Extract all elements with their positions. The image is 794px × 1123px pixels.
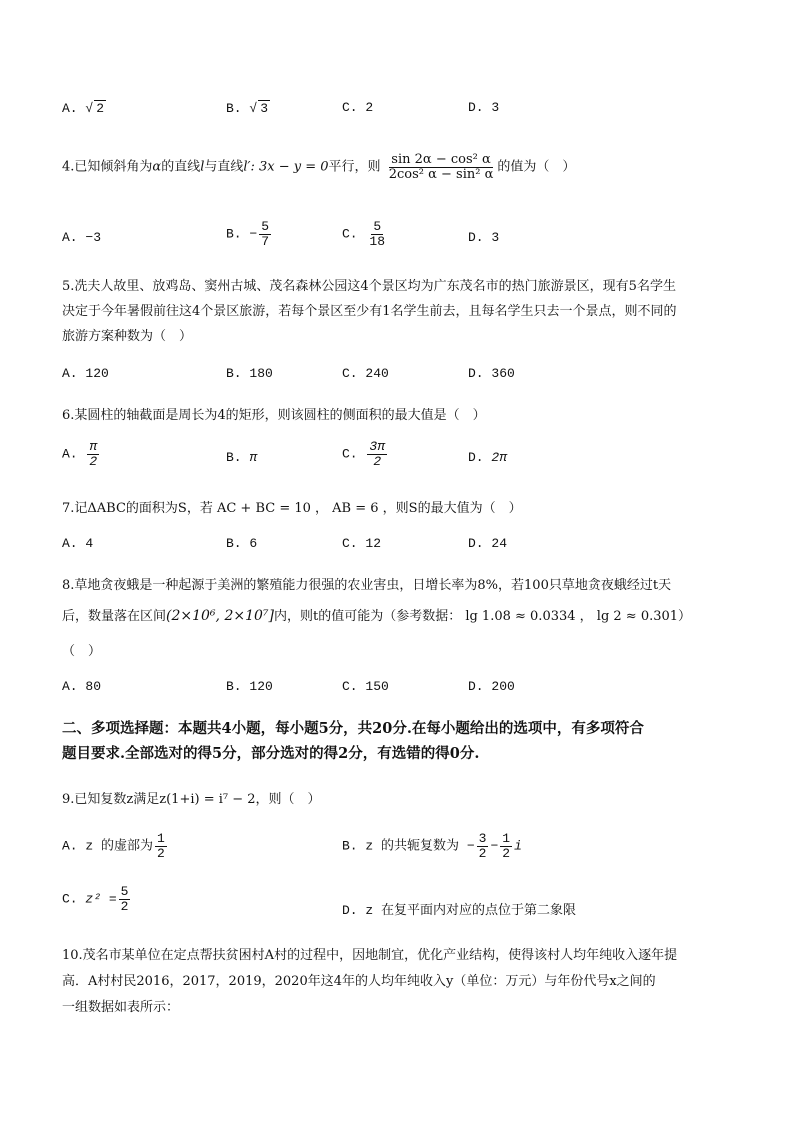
q6-option-a: A. $\frac{\pi}{2}$ xyxy=(62,439,98,469)
q3-option-a: A. √ 2 xyxy=(62,101,105,116)
q4-option-d: D. 3 xyxy=(468,230,500,245)
question-5-line-1: 5.冼夫人故里、放鸡岛、窦州古城、茂名森林公园这4个景区均为广东茂名市的热门旅游景区，现有5名学生 xyxy=(62,279,676,294)
q8-option-a: A. 80 xyxy=(62,679,102,694)
question-8-line-2: 后，数量落在区间(2×10⁶, 2×10⁷]内，则t的值可能为（参考数据： lg 1.08 ≈ 0.0334 ， lg 2 ≈ 0.301） xyxy=(62,608,692,624)
question-10-line-1: 10.茂名市某单位在定点帮扶贫困村A村的过程中，因地制宜，优化产业结构，使得该村人均年纯收入逐年提 xyxy=(62,948,678,963)
q4-option-a: A. −3 xyxy=(62,230,102,245)
q5-option-d: D. 360 xyxy=(468,366,515,381)
q6-option-b: B. π xyxy=(226,450,258,465)
question-5-line-2: 决定于今年暑假前往这4个景区旅游，若每个景区至少有1名学生前去，且每名学生只去一个景点，则不同的 xyxy=(62,304,677,319)
question-8-line-3: （ ） xyxy=(62,644,102,659)
question-9-stem: 9.已知复数z满足z(1+i) = i⁷ − 2，则（ ） xyxy=(62,792,321,807)
q6-option-c: C. $\frac{3\pi}{2}$ xyxy=(342,439,386,469)
q9-option-d: D. z 在复平面内对应的点位于第二象限 xyxy=(342,903,577,918)
q4-option-b: B. − $\frac{5}{7}$ xyxy=(226,219,270,249)
question-5-line-3: 旅游方案种数为（ ） xyxy=(62,329,193,344)
q7-option-b: B. 6 xyxy=(226,536,258,551)
question-4-stem: 4.已知倾斜角为α的直线l与直线l′: 3x − y = 0平行，则 $\frac{\text{sin 2α − cos² α}}{\text{2cos² α − sin² α}}$ 的值为（ ） xyxy=(62,152,576,182)
section-2-heading-line-1: 二、多项选择题：本题共4小题，每小题5分，共20分.在每小题给出的选项中，有多项符合 xyxy=(62,720,644,737)
q9-option-a: A. z 的虚部为 $\frac{1}{2}$ xyxy=(62,831,165,861)
question-6-stem: 6.某圆柱的轴截面是周长为4的矩形，则该圆柱的侧面积的最大值是（ ） xyxy=(62,408,486,423)
q5-option-a: A. 120 xyxy=(62,366,109,381)
question-10-line-3: 一组数据如表所示： xyxy=(62,1000,180,1015)
q5-option-c: C. 240 xyxy=(342,366,389,381)
q7-option-a: A. 4 xyxy=(62,536,94,551)
q9-option-c: C. z² = $\frac{5}{2}$ xyxy=(62,884,129,914)
question-8-line-1: 8.草地贪夜蛾是一种起源于美洲的繁殖能力很强的农业害虫，日增长率为8%，若100只草地贪夜蛾经过t天 xyxy=(62,578,672,593)
q5-option-b: B. 180 xyxy=(226,366,273,381)
q8-option-d: D. 200 xyxy=(468,679,515,694)
q8-option-c: C. 150 xyxy=(342,679,389,694)
q3-option-d: D. 3 xyxy=(468,100,500,115)
q9-option-b: B. z 的共轭复数为 − $\frac{3}{2}$ − $\frac{1}{2}$ i xyxy=(342,831,522,861)
q6-option-d: D. 2π xyxy=(468,450,508,465)
q8-option-b: B. 120 xyxy=(226,679,273,694)
q4-option-c: C. $\frac{5}{18}$ xyxy=(342,219,386,249)
q3-option-c: C. 2 xyxy=(342,100,374,115)
question-10-line-2: 高．A村村民2016，2017，2019，2020年这4年的人均年纯收入y（单位：万元）与年份代号x之间的 xyxy=(62,974,656,989)
q3-option-b: B. √ 3 xyxy=(226,101,269,116)
question-7-stem: 7.记ΔABC的面积为S，若 AC + BC = 10 ， AB = 6 ，则S的最大值为（ ） xyxy=(62,501,522,516)
section-2-heading-line-2: 题目要求.全部选对的得5分，部分选对的得2分，有选错的得0分. xyxy=(62,745,480,762)
q7-option-c: C. 12 xyxy=(342,536,382,551)
q7-option-d: D. 24 xyxy=(468,536,508,551)
q4-fraction: $\frac{\text{sin 2α − cos² α}}{\text{2cos² α − sin² α}}$ xyxy=(388,152,494,182)
